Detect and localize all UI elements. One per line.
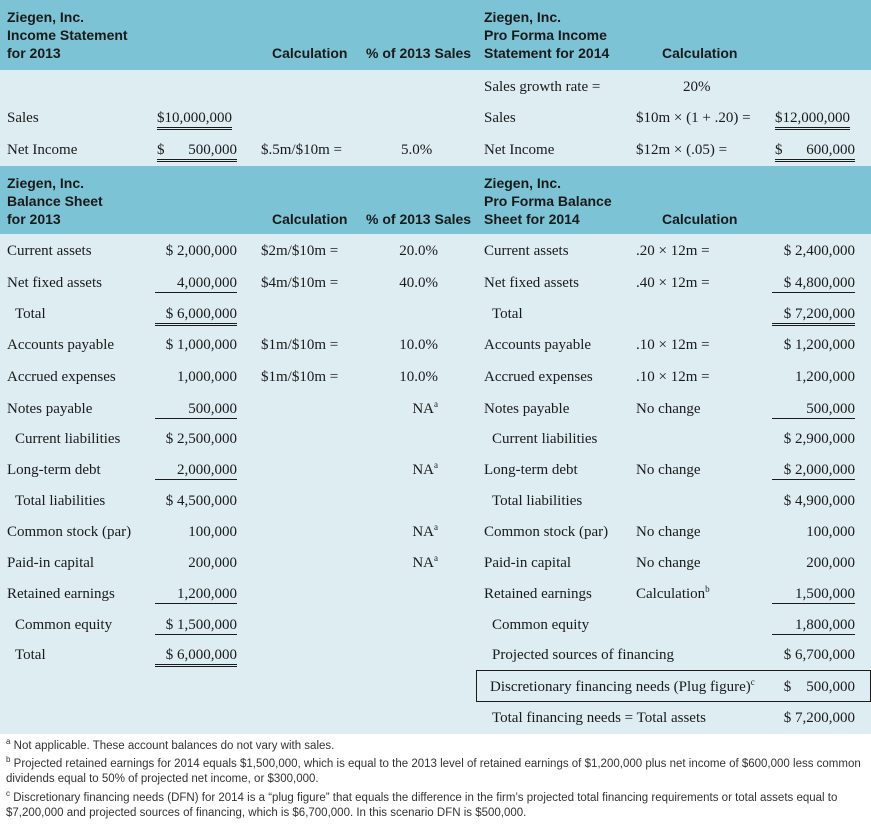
balance-left-row-value: $ 1,000,000 bbox=[165, 337, 237, 353]
balance-left-calc-header: Calculation bbox=[272, 211, 348, 227]
balance-right-row-calc: No change bbox=[636, 401, 701, 417]
balance-left-row-pct: $NA^a$ bbox=[412, 522, 438, 540]
income-right-title: Ziegen, Inc. Pro Forma Income Statement for 2014 bbox=[484, 9, 610, 61]
balance-right-row-calc: No change bbox=[636, 555, 701, 571]
balance-left-row-label: Common equity bbox=[15, 617, 113, 633]
balance-left-row-value: $ 2,000,000 bbox=[165, 243, 237, 259]
balance-right-row-value: $ 2,900,000 bbox=[783, 431, 855, 447]
balance-right-row-label: Current assets bbox=[484, 243, 569, 259]
balance-left-row-value: $ 2,500,000 bbox=[165, 431, 237, 447]
balance-left-row-label: Current liabilities bbox=[15, 431, 121, 447]
balance-right-row-label: Common stock (par) bbox=[484, 524, 609, 540]
balance-left-row-pct: $NA^a$ bbox=[412, 460, 438, 478]
income-left-netincome-value: $ 500,000 bbox=[157, 141, 237, 162]
balance-left-row-calc: $1m/$10m = bbox=[261, 369, 339, 385]
income-left-title: Ziegen, Inc. Income Statement for 2013 bbox=[7, 9, 128, 61]
balance-left-row-label: Common stock (par) bbox=[7, 524, 132, 540]
balance-right-row-calc: .40 × 12m = bbox=[636, 275, 710, 291]
balance-right-row-label: Total bbox=[492, 306, 523, 322]
income-right-netincome-calc: $12m × (.05) = bbox=[636, 142, 728, 158]
balance-left-pct-header: % of 2013 Sales bbox=[366, 211, 472, 227]
balance-left-title: Ziegen, Inc. Balance Sheet for 2013 bbox=[7, 175, 103, 227]
balance-right-title: Ziegen, Inc. Pro Forma Balance Sheet for 2014 bbox=[484, 175, 612, 227]
balance-left-row-label: Long-term debt bbox=[7, 462, 101, 478]
balance-left-row-label: Current assets bbox=[7, 243, 92, 259]
balance-right-row-label: Accounts payable bbox=[484, 337, 592, 353]
growth-rate-value: 20% bbox=[683, 79, 711, 95]
income-right-sales-calc: $10m × (1 + .20) = bbox=[636, 110, 751, 126]
income-left-pct-header: % of 2013 Sales bbox=[366, 45, 472, 61]
balance-left-row-pct: $NA^a$ bbox=[412, 553, 438, 571]
balance-right-row-calc: .10 × 12m = bbox=[636, 337, 710, 353]
balance-left-row-pct: 40.0% bbox=[399, 275, 438, 291]
balance-right-row-value: 1,800,000 bbox=[772, 616, 855, 635]
footnote-c: $^c$ Discretionary financing needs (DFN) for 2014 is a “plug figure” that equals the difference in the firm’s projected total financing requirements or total assets equal to $7,200,000 and projected sources of financing, which is $6,700,000. In this scenario DFN is $500,000. bbox=[6, 789, 838, 819]
balance-right-row-label: Long-term debt bbox=[484, 462, 578, 478]
balance-right-row-value: 1,500,000 bbox=[772, 585, 855, 604]
balance-right-row-label: Total financing needs = Total assets bbox=[492, 710, 706, 726]
balance-right-row-value: $ 2,400,000 bbox=[783, 243, 855, 259]
balance-left-row-label: Accrued expenses bbox=[7, 369, 116, 385]
income-left-row-label: Net Income bbox=[7, 142, 78, 158]
balance-right-row-label: Accrued expenses bbox=[484, 369, 593, 385]
balance-left-row-value: 100,000 bbox=[188, 524, 237, 540]
income-left-netincome-pct: 5.0% bbox=[401, 142, 433, 158]
balance-right-row-label: Net fixed assets bbox=[484, 275, 579, 291]
income-left-sales-value: $10,000,000 bbox=[157, 109, 232, 130]
income-left-netincome-calc: $.5m/$10m = bbox=[261, 142, 342, 158]
balance-right-row-calc: .20 × 12m = bbox=[636, 243, 710, 259]
income-right-row-label: Sales bbox=[484, 110, 516, 126]
footnotes bbox=[0, 734, 871, 828]
balance-left-row-pct: 10.0% bbox=[399, 369, 438, 385]
income-left-row-label: Sales bbox=[7, 110, 39, 126]
balance-left-row-label: Total liabilities bbox=[15, 493, 106, 509]
balance-right-row-calc: No change bbox=[636, 524, 701, 540]
balance-right-row-value: 200,000 bbox=[806, 555, 855, 571]
balance-left-row-label: Net fixed assets bbox=[7, 275, 102, 291]
balance-right-row-calc: Calculation$^b$ bbox=[636, 584, 710, 602]
balance-right-row-label: Common equity bbox=[492, 617, 590, 633]
income-right-netincome-value: $ 600,000 bbox=[775, 141, 855, 162]
balance-right-row-value: $ 4,800,000 bbox=[772, 274, 855, 293]
balance-right-row-label: Total liabilities bbox=[492, 493, 583, 509]
balance-left-row-value: $ 6,000,000 bbox=[155, 305, 237, 326]
balance-left-row-value: 1,200,000 bbox=[155, 585, 237, 604]
income-left-calc-header: Calculation bbox=[272, 45, 348, 61]
balance-left-row-calc: $1m/$10m = bbox=[261, 337, 339, 353]
plug-figure-box bbox=[476, 670, 871, 702]
income-right-row-label: Net Income bbox=[484, 142, 555, 158]
balance-right-row-label: Notes payable bbox=[484, 401, 570, 417]
balance-left-row-label: Total bbox=[15, 647, 46, 663]
balance-right-row-value: $ 2,000,000 bbox=[772, 461, 855, 480]
balance-right-row-value: $ 4,900,000 bbox=[783, 493, 855, 509]
balance-left-row-value: 200,000 bbox=[188, 555, 237, 571]
balance-right-row-value: 100,000 bbox=[806, 524, 855, 540]
income-right-calc-header: Calculation bbox=[662, 45, 738, 61]
balance-right-row-label: Retained earnings bbox=[484, 586, 592, 602]
footnote-a: $^a$ Not applicable. These account balances do not vary with sales. bbox=[6, 737, 335, 752]
balance-right-row-calc: No change bbox=[636, 462, 701, 478]
balance-left-row-label: Paid-in capital bbox=[7, 555, 95, 571]
balance-right-row-calc: .10 × 12m = bbox=[636, 369, 710, 385]
balance-right-row-label: Current liabilities bbox=[492, 431, 598, 447]
balance-left-row-value: 500,000 bbox=[155, 400, 237, 419]
balance-right-row-label: Projected sources of financing bbox=[492, 647, 675, 663]
growth-rate-label: Sales growth rate = bbox=[484, 79, 601, 95]
balance-left-row-value: $ 1,500,000 bbox=[155, 616, 237, 635]
balance-left-row-pct: $NA^a$ bbox=[412, 399, 438, 417]
balance-left-row-calc: $4m/$10m = bbox=[261, 275, 339, 291]
balance-left-row-calc: $2m/$10m = bbox=[261, 243, 339, 259]
balance-right-row-value: $ 1,200,000 bbox=[783, 337, 855, 353]
balance-left-row-value: $ 6,000,000 bbox=[155, 646, 237, 667]
footnote-b: $^b$ Projected retained earnings for 2014 equals $1,500,000, which is equal to the 2013 level of retained earnings of $1,200,000 plus net income of $600,000 less common dividends equal to 50% of projected net income, or $300,000. bbox=[6, 755, 861, 785]
balance-left-row-value: 1,000,000 bbox=[177, 369, 237, 385]
balance-right-row-value: $ 7,200,000 bbox=[783, 710, 855, 726]
balance-left-row-value: 4,000,000 bbox=[155, 274, 237, 293]
balance-left-row-value: 2,000,000 bbox=[155, 461, 237, 480]
balance-right-row-value: 500,000 bbox=[772, 400, 855, 419]
balance-right-row-label: Discretionary financing needs (Plug figure)$^c$ bbox=[490, 677, 755, 695]
balance-left-row-label: Accounts payable bbox=[7, 337, 115, 353]
balance-left-row-value: $ 4,500,000 bbox=[165, 493, 237, 509]
income-right-sales-value: $12,000,000 bbox=[775, 109, 850, 130]
balance-right-calc-header: Calculation bbox=[662, 211, 738, 227]
balance-right-row-value: 1,200,000 bbox=[795, 369, 855, 385]
balance-left-row-pct: 10.0% bbox=[399, 337, 438, 353]
balance-right-row-label: Paid-in capital bbox=[484, 555, 572, 571]
balance-body-band bbox=[0, 234, 871, 734]
balance-left-row-label: Total bbox=[15, 306, 46, 322]
balance-left-row-label: Retained earnings bbox=[7, 586, 115, 602]
balance-right-row-value: $ 6,700,000 bbox=[783, 647, 855, 663]
balance-right-row-value: $ 7,200,000 bbox=[772, 305, 855, 326]
balance-left-row-pct: 20.0% bbox=[399, 243, 438, 259]
balance-left-row-label: Notes payable bbox=[7, 401, 93, 417]
balance-right-row-value: $ 500,000 bbox=[783, 679, 855, 695]
